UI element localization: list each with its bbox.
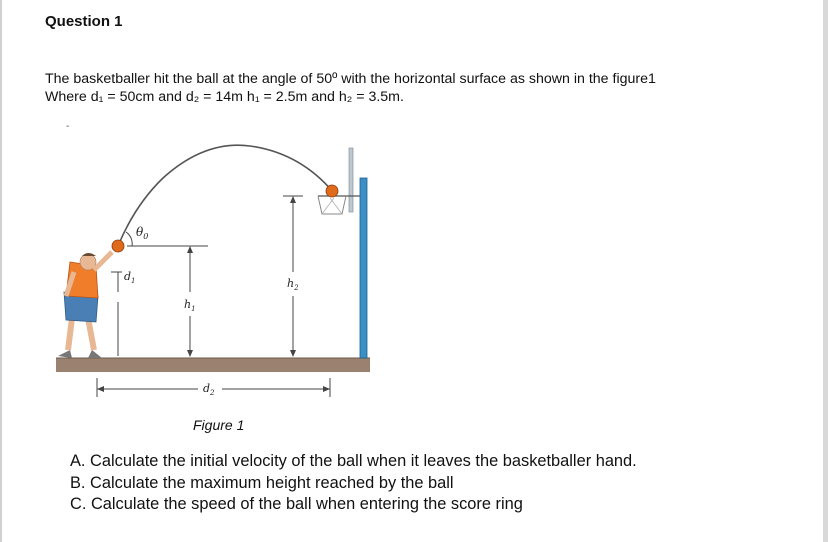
basketball-player <box>58 252 112 358</box>
ball-at-hoop <box>326 185 338 197</box>
floor <box>56 358 370 372</box>
part-a: A. Calculate the initial velocity of the ball when it leaves the basketballer hand. <box>70 452 637 470</box>
label-h2: $h_2$ <box>287 277 299 292</box>
part-b: B. Calculate the maximum height reached by the ball <box>70 473 454 492</box>
part-c: C. Calculate the speed of the ball when entering the score ring <box>70 495 523 513</box>
intro-line-2: Where d₁ = 50cm and d₂ = 14m h₁ = 2.5m and h₂ = 3.5m. <box>45 89 404 105</box>
hoop-pole <box>360 178 367 358</box>
label-h1: $h_1$ <box>184 298 196 313</box>
hoop-net <box>318 196 346 214</box>
ball-in-hand <box>112 240 124 252</box>
backboard <box>349 148 353 212</box>
question-title: Question 1 <box>45 13 123 30</box>
intro-line-1: The basketballer hit the ball at the angle of 50º with the horizontal surface as shown in the figure1 <box>45 71 656 87</box>
question-parts <box>70 451 637 516</box>
label-d1: $d_1$ <box>124 270 136 285</box>
label-d2: $d_2$ <box>203 382 215 397</box>
figure-caption: Figure 1 <box>193 417 245 433</box>
label-theta: $\theta_0$ <box>136 225 149 241</box>
stray-mark: - <box>66 121 70 132</box>
